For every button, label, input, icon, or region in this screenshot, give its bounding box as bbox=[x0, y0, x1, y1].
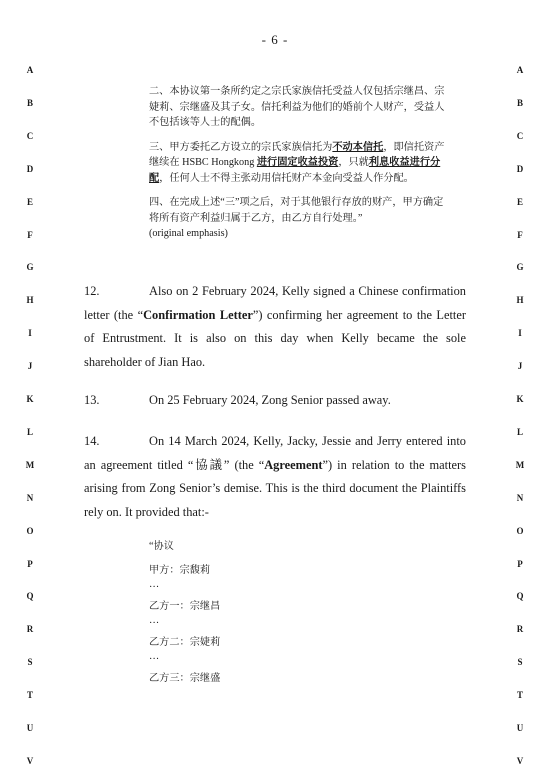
quoted-agreement bbox=[149, 540, 220, 686]
paragraph-text: On 25 February 2024, Zong Senior passed away. bbox=[149, 393, 391, 407]
paragraph-number: 13. bbox=[84, 393, 100, 407]
margin-letter-h-right: H bbox=[516, 295, 524, 306]
margin-letter-j-left: J bbox=[27, 361, 33, 372]
margin-letter-d-left: D bbox=[26, 163, 34, 174]
paragraph-text: ”) confirming her agreement to the Letter of Entrustment. It is also on this day when Kelly became the sole shareholder of Jian Hao. bbox=[84, 307, 466, 369]
margin-letter-a-right: A bbox=[516, 65, 524, 75]
margin-letter-s-left: S bbox=[27, 657, 33, 668]
margin-letter-t-left: T bbox=[26, 690, 33, 701]
margin-letter-p-right: P bbox=[517, 558, 523, 569]
margin-letter-a-left: A bbox=[26, 65, 34, 75]
margin-letter-n-right: N bbox=[516, 492, 524, 503]
quote-p3-emphasis-2: 进行固定收益投资 bbox=[256, 157, 339, 168]
margin-letter-s-right: S bbox=[517, 657, 523, 668]
quote-p3-text-e: ，只就 bbox=[338, 157, 369, 168]
paragraph-12 bbox=[84, 280, 466, 374]
margin-letter-q-right: Q bbox=[516, 591, 524, 602]
paragraph-13 bbox=[84, 389, 466, 413]
quote-paragraph-4: 四、在完成上述“三”项之后，对于其他银行存放的财产，甲方确定将所有资产利益归属于乙方，由乙方自行处理。” bbox=[149, 197, 444, 224]
quote-p3-text-a: 三、甲方委托乙方设立的宗氏家族信托为 bbox=[149, 141, 333, 153]
page-number: - 6 - bbox=[261, 32, 289, 47]
margin-letter-f-right: F bbox=[517, 229, 523, 240]
margin-letter-k-left: K bbox=[26, 394, 34, 404]
defined-term: Agreement bbox=[264, 457, 323, 472]
paragraph-text: On 14 March 2024, Kelly, Jacky, Jessie and Jerry entered into an agreement titled “協議” (the “ bbox=[84, 434, 466, 472]
margin-letter-e-left: E bbox=[26, 196, 33, 207]
margin-letter-n-left: N bbox=[26, 492, 34, 503]
quote-p3-text-g: ，任何人士不得主张动用信托财产本金向受益人作分配。 bbox=[159, 172, 414, 184]
margin-letter-l-right: L bbox=[516, 426, 523, 437]
margin-letter-u-right: U bbox=[516, 723, 524, 733]
party-b1: 乙方一：宗继昌 bbox=[149, 601, 221, 612]
paragraph-number: 14. bbox=[84, 434, 100, 448]
margin-letter-r-left: R bbox=[26, 624, 34, 635]
margin-letter-g-right: G bbox=[516, 262, 524, 273]
margin-letter-d-right: D bbox=[516, 163, 524, 174]
paragraph-14 bbox=[84, 430, 466, 524]
margin-letter-k-right: K bbox=[516, 394, 524, 404]
margin-letter-g-left: G bbox=[26, 262, 34, 273]
ellipsis: … bbox=[149, 651, 160, 662]
margin-letter-r-right: R bbox=[516, 624, 524, 635]
margin-letter-j-right: J bbox=[517, 361, 523, 372]
margin-letter-o-right: O bbox=[516, 525, 524, 536]
quote-p3-emphasis-3: 利息收益进行分配 bbox=[149, 157, 441, 184]
margin-letter-m-right: M bbox=[515, 459, 525, 470]
margin-letter-f-left: F bbox=[27, 229, 33, 240]
margin-letter-u-left: U bbox=[26, 723, 34, 733]
margin-letter-b-left: B bbox=[26, 97, 33, 108]
margin-letter-v-right: V bbox=[516, 755, 524, 766]
margin-letter-i-left: I bbox=[28, 328, 32, 339]
margin-letter-l-left: L bbox=[26, 426, 33, 437]
margin-letter-o-left: O bbox=[26, 525, 34, 536]
margin-letter-p-left: P bbox=[27, 558, 33, 569]
margin-letter-v-left: V bbox=[26, 755, 34, 766]
margin-letter-m-left: M bbox=[25, 459, 35, 470]
paragraph-number: 12. bbox=[84, 284, 100, 298]
ellipsis: … bbox=[149, 615, 160, 626]
paragraph-text: ”) in relation to the matters arising from Zong Senior’s demise. This is the third document the Plaintiffs rely on. It provided that:- bbox=[84, 457, 466, 519]
agreement-title: “协议 bbox=[149, 541, 174, 552]
quoted-trust-terms bbox=[149, 84, 449, 242]
margin-letter-q-left: Q bbox=[26, 591, 34, 602]
margin-letter-t-right: T bbox=[516, 690, 523, 701]
margin-letter-i-right: I bbox=[518, 328, 522, 339]
quote-p3-emphasis-1: 不动本信托 bbox=[332, 141, 384, 153]
defined-term: Confirmation Letter bbox=[143, 307, 253, 322]
party-a: 甲方：宗馥莉 bbox=[149, 565, 211, 576]
ellipsis: … bbox=[149, 579, 160, 590]
original-emphasis-note: (original emphasis) bbox=[149, 228, 228, 239]
margin-letter-c-left: C bbox=[26, 130, 34, 141]
margin-letter-e-right: E bbox=[516, 196, 523, 207]
margin-letter-c-right: C bbox=[516, 130, 524, 141]
quote-paragraph-2: 二、本协议第一条所约定之宗氏家族信托受益人仅包括宗继昌、宗婕莉、宗继盛及其子女。信托利益为他们的婚前个人财产，受益人不包括该等人士的配偶。 bbox=[149, 86, 445, 128]
quote-paragraph-3 bbox=[149, 140, 449, 187]
party-b3: 乙方三：宗继盛 bbox=[149, 673, 221, 684]
margin-letter-b-right: B bbox=[516, 97, 523, 108]
margin-letter-h-left: H bbox=[26, 295, 34, 306]
party-b2: 乙方二：宗婕莉 bbox=[149, 637, 221, 648]
quote-p3-text-c: ，即信托资产继续在 HSBC Hongkong bbox=[149, 141, 445, 168]
paragraph-text: Also on 2 February 2024, Kelly signed a Chinese confirmation letter (the “ bbox=[84, 284, 466, 322]
